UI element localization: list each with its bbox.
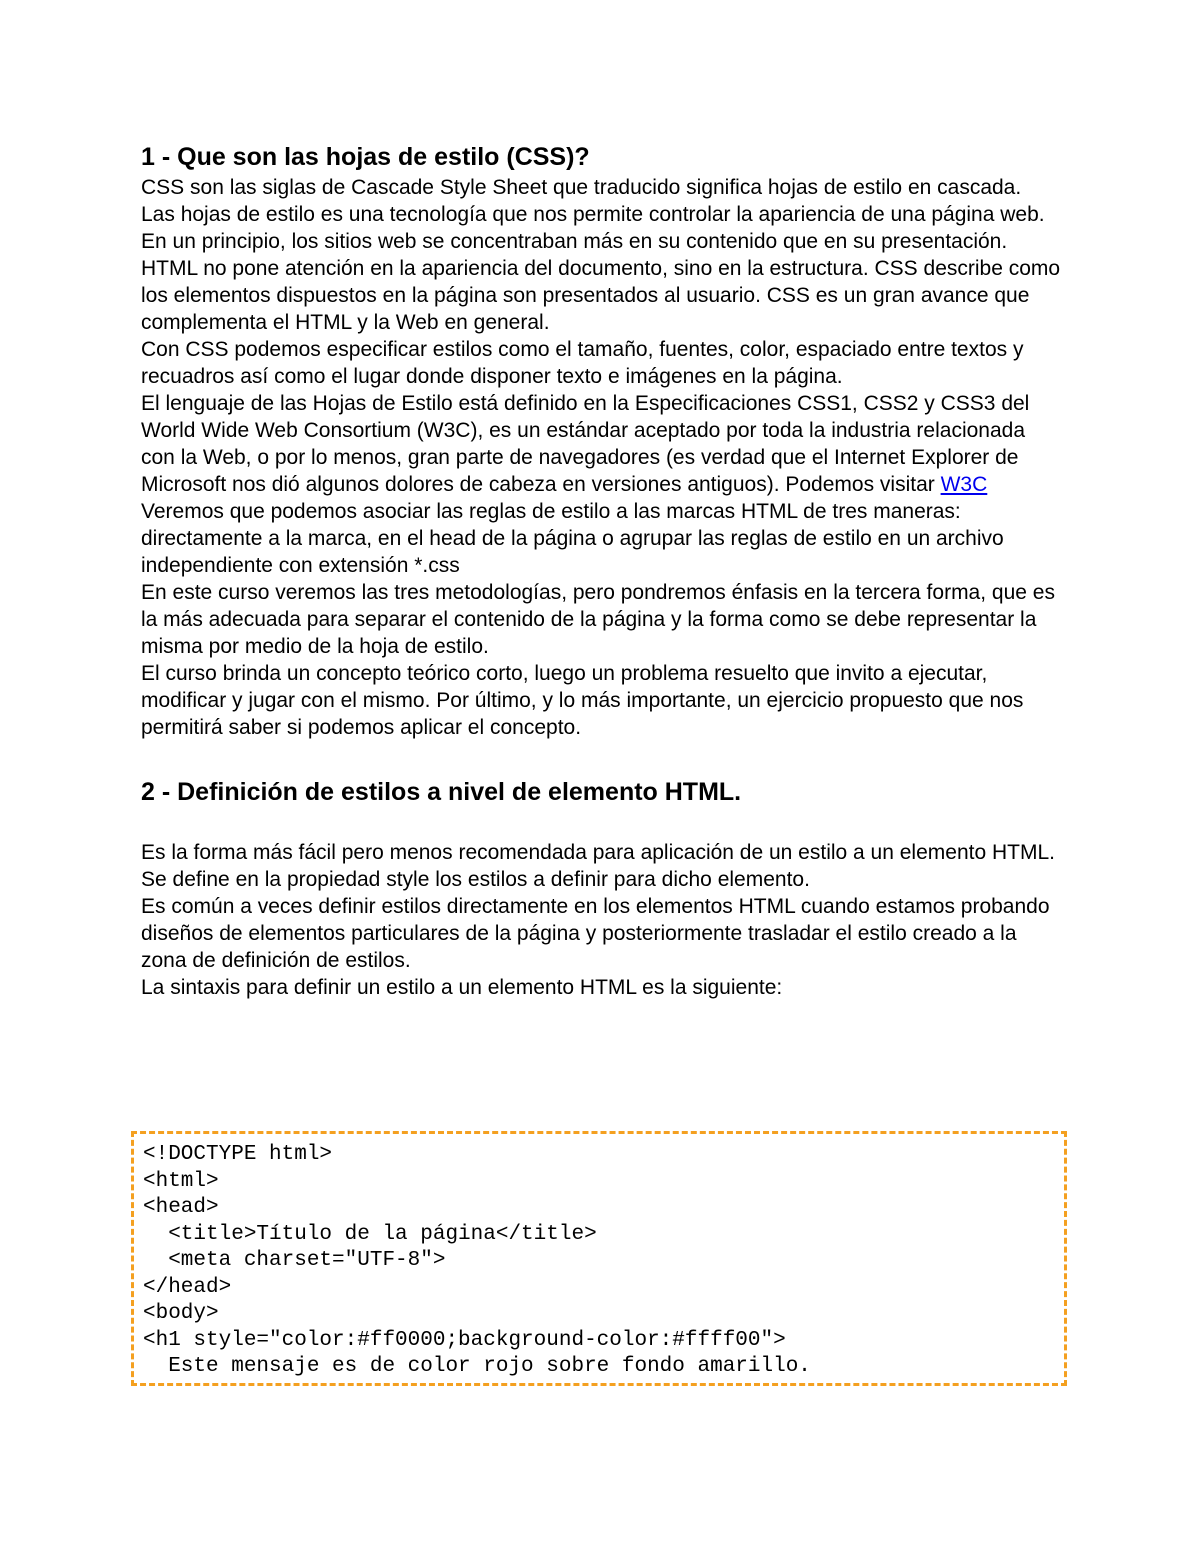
code-line: <html> <box>143 1169 219 1193</box>
section-1-paragraph: CSS son las siglas de Cascade Style Sheet que traducido significa hojas de estilo en cascada. <box>141 176 1022 199</box>
section-1-paragraph: Con CSS podemos especificar estilos como el tamaño, fuentes, color, espaciado entre textos y recuadros así como el lugar donde disponer texto e imágenes en la página. <box>141 338 1024 388</box>
section-spacer <box>141 741 1061 775</box>
code-line: </head> <box>143 1275 232 1299</box>
section-1-paragraph: Veremos que podemos asociar las reglas de estilo a las marcas HTML de tres maneras: directamente a la marca, en el head de la página o agrupar las reglas de estilo en un archivo independiente con extensión *.css <box>141 500 1004 577</box>
section-2-paragraph: Es la forma más fácil pero menos recomendada para aplicación de un estilo a un elemento HTML. Se define en la propiedad style los estilos a definir para dicho elemento. <box>141 841 1055 891</box>
code-line: <body> <box>143 1302 219 1325</box>
code-line: <meta charset="UTF-8"> <box>143 1249 446 1272</box>
section-2-heading: 2 - Definición de estilos a nivel de elemento HTML. <box>141 778 742 806</box>
code-example-box <box>131 1131 1067 1386</box>
section-2-paragraph: La sintaxis para definir un estilo a un elemento HTML es la siguiente: <box>141 976 783 999</box>
section-1-paragraph: Las hojas de estilo es una tecnología que nos permite controlar la apariencia de una página web. En un principio, los sitios web se concentraban más en su contenido que en su presentación. <box>141 203 1045 253</box>
section-1-heading: 1 - Que son las hojas de estilo (CSS)? <box>141 143 590 171</box>
code-line: <head> <box>143 1196 219 1219</box>
section-spacer <box>141 809 1061 839</box>
w3c-paragraph <box>141 390 1061 498</box>
code-line: <h1 style="color:#ff0000;background-color:#ffff00"> <box>143 1328 786 1352</box>
document-page <box>141 140 1061 1001</box>
section-1-paragraph: En este curso veremos las tres metodologías, pero pondremos énfasis en la tercera forma, que es la más adecuada para separar el contenido de la página y la forma como se debe representar la misma por medio de la hoja de estilo. <box>141 581 1055 658</box>
w3c-link[interactable]: W3C <box>940 473 988 496</box>
code-line: Este mensaje es de color rojo sobre fondo amarillo. <box>143 1355 811 1378</box>
code-line: <title>Título de la página</title> <box>143 1222 597 1246</box>
section-1-paragraph: HTML no pone atención en la apariencia del documento, sino en la estructura. CSS describe como los elementos dispuestos en la página son presentados al usuario. CSS es un gran avance que complementa el HTML y la Web en general. <box>141 257 1061 334</box>
code-line: <!DOCTYPE html> <box>143 1143 333 1166</box>
section-1-paragraph: El curso brinda un concepto teórico corto, luego un problema resuelto que invito a ejecutar, modificar y jugar con el mismo. Por último, y lo más importante, un ejercicio propuesto que nos permitirá saber si podemos aplicar el concepto. <box>141 662 1024 739</box>
section-2-paragraph: Es común a veces definir estilos directamente en los elementos HTML cuando estamos probando diseños de elementos particulares de la página y posteriormente trasladar el estilo creado a la zona de definición de estilos. <box>141 895 1050 972</box>
w3c-paragraph-text: El lenguaje de las Hojas de Estilo está definido en la Especificaciones CSS1, CSS2 y CSS3 del World Wide Web Consortium (W3C), es un estándar aceptado por toda la industria relacionada con la Web, o por lo menos, gran parte de navegadores (es verdad que el Internet Explorer de Microsoft nos dió algunos dolores de cabeza en versiones antiguos). Podemos visitar <box>141 392 1030 496</box>
